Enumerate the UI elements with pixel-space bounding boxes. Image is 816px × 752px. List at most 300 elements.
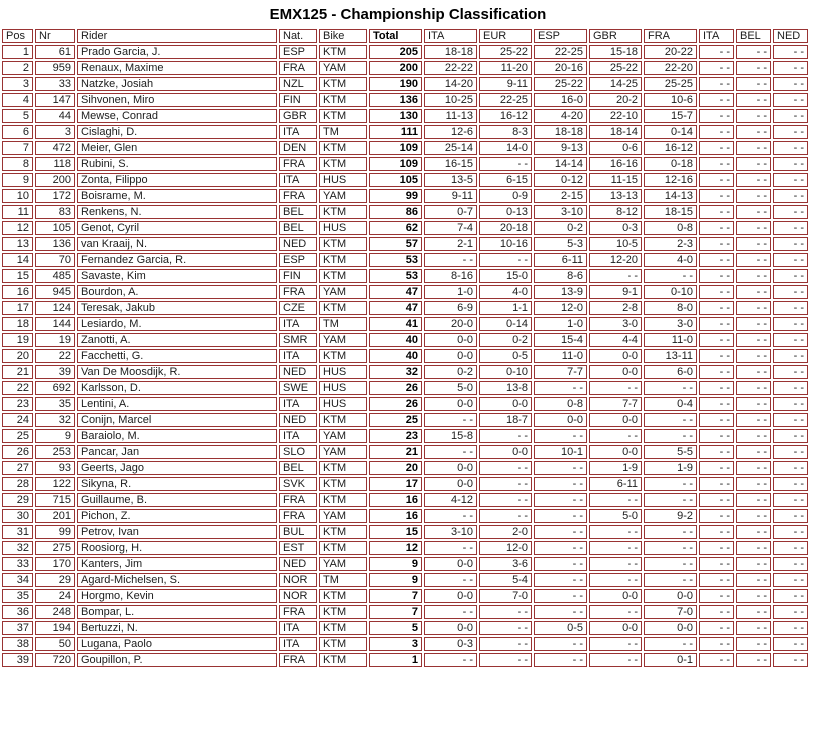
score-cell: 5-0 (589, 509, 642, 523)
pos-cell: 31 (2, 525, 33, 539)
total-cell: 26 (369, 381, 422, 395)
score-cell: - - (699, 365, 734, 379)
score-cell: - - (534, 541, 587, 555)
score-cell: 0-0 (589, 445, 642, 459)
nat-cell: SMR (279, 333, 317, 347)
nr-cell: 99 (35, 525, 75, 539)
rider-cell: Rubini, S. (77, 157, 277, 171)
score-cell: - - (479, 429, 532, 443)
score-cell: - - (424, 653, 477, 667)
nat-cell: BUL (279, 525, 317, 539)
pos-cell: 38 (2, 637, 33, 651)
score-cell: - - (699, 125, 734, 139)
score-cell: - - (589, 541, 642, 555)
score-cell: - - (773, 285, 808, 299)
table-row (2, 541, 808, 555)
score-cell: 9-2 (644, 509, 697, 523)
pos-cell: 22 (2, 381, 33, 395)
score-cell: - - (773, 477, 808, 491)
score-cell: - - (699, 637, 734, 651)
table-row (2, 509, 808, 523)
table-row (2, 493, 808, 507)
score-cell: - - (644, 525, 697, 539)
rider-cell: Sihvonen, Miro (77, 93, 277, 107)
score-cell: - - (699, 221, 734, 235)
total-cell: 99 (369, 189, 422, 203)
nat-cell: BEL (279, 221, 317, 235)
total-cell: 105 (369, 173, 422, 187)
score-cell: 4-12 (424, 493, 477, 507)
score-cell: 22-25 (534, 45, 587, 59)
score-cell: - - (699, 205, 734, 219)
pos-cell: 15 (2, 269, 33, 283)
score-cell: 4-0 (479, 285, 532, 299)
score-cell: - - (773, 93, 808, 107)
nr-cell: 275 (35, 541, 75, 555)
pos-cell: 2 (2, 61, 33, 75)
pos-cell: 23 (2, 397, 33, 411)
score-cell: - - (699, 461, 734, 475)
score-cell: 16-12 (479, 109, 532, 123)
bike-cell: KTM (319, 461, 367, 475)
score-cell: - - (773, 237, 808, 251)
total-cell: 109 (369, 157, 422, 171)
score-cell: - - (699, 509, 734, 523)
score-cell: - - (773, 317, 808, 331)
score-cell: - - (699, 141, 734, 155)
score-cell: - - (424, 541, 477, 555)
column-header-race-ita: ITA (424, 29, 477, 43)
table-row (2, 413, 808, 427)
score-cell: 3-10 (424, 525, 477, 539)
nat-cell: ITA (279, 317, 317, 331)
score-cell: 0-0 (479, 397, 532, 411)
table-row (2, 525, 808, 539)
score-cell: 0-8 (644, 221, 697, 235)
nr-cell: 33 (35, 77, 75, 91)
score-cell: - - (589, 573, 642, 587)
nr-cell: 9 (35, 429, 75, 443)
score-cell: - - (736, 653, 771, 667)
score-cell: - - (699, 173, 734, 187)
score-cell: 20-22 (644, 45, 697, 59)
rider-cell: Bertuzzi, N. (77, 621, 277, 635)
score-cell: - - (589, 429, 642, 443)
score-cell: - - (699, 413, 734, 427)
score-cell: - - (736, 125, 771, 139)
nat-cell: NED (279, 237, 317, 251)
nat-cell: ITA (279, 125, 317, 139)
score-cell: - - (479, 637, 532, 651)
pos-cell: 17 (2, 301, 33, 315)
score-cell: - - (699, 285, 734, 299)
nat-cell: ITA (279, 397, 317, 411)
nr-cell: 29 (35, 573, 75, 587)
bike-cell: KTM (319, 269, 367, 283)
bike-cell: YAM (319, 61, 367, 75)
total-cell: 205 (369, 45, 422, 59)
score-cell: 0-0 (589, 589, 642, 603)
score-cell: - - (736, 477, 771, 491)
score-cell: 22-20 (644, 61, 697, 75)
score-cell: 14-20 (424, 77, 477, 91)
nat-cell: FIN (279, 269, 317, 283)
score-cell: - - (479, 157, 532, 171)
score-cell: - - (699, 349, 734, 363)
rider-cell: Fernandez Garcia, R. (77, 253, 277, 267)
bike-cell: YAM (319, 509, 367, 523)
pos-cell: 12 (2, 221, 33, 235)
score-cell: - - (773, 45, 808, 59)
nr-cell: 70 (35, 253, 75, 267)
total-cell: 5 (369, 621, 422, 635)
score-cell: 14-14 (534, 157, 587, 171)
total-cell: 136 (369, 93, 422, 107)
score-cell: 8-12 (589, 205, 642, 219)
pos-cell: 27 (2, 461, 33, 475)
pos-cell: 36 (2, 605, 33, 619)
total-cell: 86 (369, 205, 422, 219)
score-cell: 12-0 (479, 541, 532, 555)
bike-cell: KTM (319, 141, 367, 155)
score-cell: 8-0 (644, 301, 697, 315)
rider-cell: Lesiardo, M. (77, 317, 277, 331)
rider-cell: Guillaume, B. (77, 493, 277, 507)
score-cell: 20-2 (589, 93, 642, 107)
total-cell: 57 (369, 237, 422, 251)
total-cell: 190 (369, 77, 422, 91)
score-cell: 0-0 (424, 621, 477, 635)
score-cell: - - (736, 621, 771, 635)
score-cell: - - (534, 589, 587, 603)
score-cell: 25-22 (534, 77, 587, 91)
score-cell: - - (424, 573, 477, 587)
score-cell: 7-0 (644, 605, 697, 619)
bike-cell: KTM (319, 157, 367, 171)
score-cell: - - (699, 77, 734, 91)
score-cell: - - (773, 589, 808, 603)
score-cell: 16-16 (589, 157, 642, 171)
pos-cell: 10 (2, 189, 33, 203)
score-cell: - - (699, 269, 734, 283)
score-cell: 0-18 (644, 157, 697, 171)
score-cell: 0-0 (534, 413, 587, 427)
table-row (2, 125, 808, 139)
score-cell: - - (479, 477, 532, 491)
nr-cell: 105 (35, 221, 75, 235)
rider-cell: Zonta, Filippo (77, 173, 277, 187)
score-cell: - - (773, 557, 808, 571)
rider-cell: Karlsson, D. (77, 381, 277, 395)
score-cell: - - (699, 45, 734, 59)
total-cell: 20 (369, 461, 422, 475)
score-cell: - - (736, 109, 771, 123)
score-cell: 8-3 (479, 125, 532, 139)
score-cell: 25-22 (589, 61, 642, 75)
column-header-nr: Nr (35, 29, 75, 43)
score-cell: 0-10 (644, 285, 697, 299)
pos-cell: 25 (2, 429, 33, 443)
bike-cell: KTM (319, 45, 367, 59)
rider-cell: Geerts, Jago (77, 461, 277, 475)
table-row (2, 573, 808, 587)
score-cell: 0-0 (589, 365, 642, 379)
score-cell: 2-0 (479, 525, 532, 539)
column-header-pos: Pos (2, 29, 33, 43)
total-cell: 26 (369, 397, 422, 411)
score-cell: - - (773, 381, 808, 395)
score-cell: 18-14 (589, 125, 642, 139)
score-cell: 0-8 (534, 397, 587, 411)
score-cell: - - (736, 413, 771, 427)
score-cell: 0-1 (644, 653, 697, 667)
column-header-race-eur: EUR (479, 29, 532, 43)
score-cell: 12-6 (424, 125, 477, 139)
score-cell: 0-5 (479, 349, 532, 363)
score-cell: - - (736, 605, 771, 619)
score-cell: - - (699, 381, 734, 395)
total-cell: 7 (369, 605, 422, 619)
nat-cell: ESP (279, 45, 317, 59)
score-cell: 10-1 (534, 445, 587, 459)
bike-cell: KTM (319, 205, 367, 219)
score-cell: - - (736, 509, 771, 523)
score-cell: 14-25 (589, 77, 642, 91)
score-cell: 5-3 (534, 237, 587, 251)
score-cell: - - (699, 589, 734, 603)
score-cell: 0-0 (589, 413, 642, 427)
nr-cell: 692 (35, 381, 75, 395)
nat-cell: FRA (279, 61, 317, 75)
score-cell: - - (479, 653, 532, 667)
rider-cell: Lentini, A. (77, 397, 277, 411)
score-cell: - - (736, 93, 771, 107)
score-cell: 7-4 (424, 221, 477, 235)
score-cell: 9-11 (424, 189, 477, 203)
score-cell: 0-0 (589, 621, 642, 635)
score-cell: - - (736, 301, 771, 315)
score-cell: - - (534, 461, 587, 475)
nr-cell: 44 (35, 109, 75, 123)
rider-cell: Lugana, Paolo (77, 637, 277, 651)
total-cell: 200 (369, 61, 422, 75)
score-cell: - - (424, 605, 477, 619)
rider-cell: Savaste, Kim (77, 269, 277, 283)
score-cell: 14-13 (644, 189, 697, 203)
score-cell: - - (699, 237, 734, 251)
column-header-race-fra: FRA (644, 29, 697, 43)
nat-cell: FRA (279, 157, 317, 171)
bike-cell: TM (319, 125, 367, 139)
pos-cell: 11 (2, 205, 33, 219)
score-cell: 0-2 (424, 365, 477, 379)
nr-cell: 720 (35, 653, 75, 667)
score-cell: - - (736, 141, 771, 155)
score-cell: - - (773, 605, 808, 619)
pos-cell: 16 (2, 285, 33, 299)
score-cell: 16-0 (534, 93, 587, 107)
total-cell: 7 (369, 589, 422, 603)
score-cell: - - (736, 461, 771, 475)
rider-cell: Petrov, Ivan (77, 525, 277, 539)
nat-cell: FRA (279, 189, 317, 203)
score-cell: - - (773, 573, 808, 587)
score-cell: 9-1 (589, 285, 642, 299)
score-cell: - - (589, 605, 642, 619)
score-cell: 15-18 (589, 45, 642, 59)
score-cell: 0-9 (479, 189, 532, 203)
score-cell: 20-0 (424, 317, 477, 331)
score-cell: - - (644, 413, 697, 427)
score-cell: - - (424, 253, 477, 267)
pos-cell: 33 (2, 557, 33, 571)
nr-cell: 172 (35, 189, 75, 203)
column-header-nat: Nat. (279, 29, 317, 43)
nat-cell: NOR (279, 573, 317, 587)
pos-cell: 4 (2, 93, 33, 107)
nat-cell: FRA (279, 285, 317, 299)
bike-cell: YAM (319, 189, 367, 203)
score-cell: - - (534, 573, 587, 587)
rider-cell: Conijn, Marcel (77, 413, 277, 427)
score-cell: 20-16 (534, 61, 587, 75)
table-row (2, 301, 808, 315)
rider-cell: Cislaghi, D. (77, 125, 277, 139)
table-row (2, 173, 808, 187)
column-header-race-ned: NED (773, 29, 808, 43)
total-cell: 1 (369, 653, 422, 667)
pos-cell: 37 (2, 621, 33, 635)
score-cell: 6-9 (424, 301, 477, 315)
score-cell: - - (589, 525, 642, 539)
score-cell: - - (699, 61, 734, 75)
score-cell: - - (699, 317, 734, 331)
score-cell: - - (736, 573, 771, 587)
score-cell: 10-6 (644, 93, 697, 107)
column-header-race-gbr: GBR (589, 29, 642, 43)
bike-cell: KTM (319, 477, 367, 491)
table-row (2, 397, 808, 411)
score-cell: - - (699, 157, 734, 171)
pos-cell: 5 (2, 109, 33, 123)
pos-cell: 29 (2, 493, 33, 507)
score-cell: 1-9 (644, 461, 697, 475)
rider-cell: Mewse, Conrad (77, 109, 277, 123)
score-cell: - - (644, 637, 697, 651)
score-cell: - - (736, 237, 771, 251)
bike-cell: KTM (319, 621, 367, 635)
table-row (2, 157, 808, 171)
rider-cell: van Kraaij, N. (77, 237, 277, 251)
score-cell: 13-13 (589, 189, 642, 203)
score-cell: 4-20 (534, 109, 587, 123)
pos-cell: 34 (2, 573, 33, 587)
score-cell: 25-25 (644, 77, 697, 91)
score-cell: - - (699, 573, 734, 587)
total-cell: 9 (369, 573, 422, 587)
score-cell: - - (424, 413, 477, 427)
bike-cell: KTM (319, 109, 367, 123)
rider-cell: Teresak, Jakub (77, 301, 277, 315)
score-cell: 15-0 (479, 269, 532, 283)
score-cell: 9-13 (534, 141, 587, 155)
score-cell: 8-6 (534, 269, 587, 283)
rider-cell: Natzke, Josiah (77, 77, 277, 91)
score-cell: 0-3 (589, 221, 642, 235)
score-cell: - - (534, 637, 587, 651)
score-cell: - - (699, 397, 734, 411)
score-cell: - - (699, 333, 734, 347)
score-cell: 12-0 (534, 301, 587, 315)
score-cell: 11-15 (589, 173, 642, 187)
score-cell: 25-22 (479, 45, 532, 59)
pos-cell: 3 (2, 77, 33, 91)
nr-cell: 122 (35, 477, 75, 491)
score-cell: - - (736, 429, 771, 443)
score-cell: 0-0 (644, 589, 697, 603)
pos-cell: 32 (2, 541, 33, 555)
bike-cell: KTM (319, 541, 367, 555)
score-cell: - - (644, 477, 697, 491)
total-cell: 47 (369, 285, 422, 299)
bike-cell: HUS (319, 173, 367, 187)
table-row (2, 237, 808, 251)
score-cell: 5-5 (644, 445, 697, 459)
nat-cell: SLO (279, 445, 317, 459)
total-cell: 17 (369, 477, 422, 491)
nr-cell: 83 (35, 205, 75, 219)
score-cell: - - (736, 493, 771, 507)
bike-cell: HUS (319, 381, 367, 395)
score-cell: 0-14 (644, 125, 697, 139)
score-cell: - - (736, 557, 771, 571)
nat-cell: GBR (279, 109, 317, 123)
score-cell: - - (699, 301, 734, 315)
nat-cell: NZL (279, 77, 317, 91)
score-cell: - - (773, 253, 808, 267)
score-cell: 4-4 (589, 333, 642, 347)
score-cell: - - (736, 205, 771, 219)
score-cell: - - (534, 477, 587, 491)
pos-cell: 20 (2, 349, 33, 363)
bike-cell: KTM (319, 253, 367, 267)
score-cell: - - (479, 253, 532, 267)
score-cell: 2-15 (534, 189, 587, 203)
score-cell: - - (736, 541, 771, 555)
pos-cell: 28 (2, 477, 33, 491)
score-cell: - - (773, 397, 808, 411)
score-cell: - - (424, 445, 477, 459)
bike-cell: KTM (319, 237, 367, 251)
score-cell: 1-0 (424, 285, 477, 299)
score-cell: 15-8 (424, 429, 477, 443)
score-cell: 13-5 (424, 173, 477, 187)
nr-cell: 3 (35, 125, 75, 139)
score-cell: 12-16 (644, 173, 697, 187)
score-cell: 0-0 (424, 557, 477, 571)
rider-cell: Facchetti, G. (77, 349, 277, 363)
score-cell: - - (736, 77, 771, 91)
score-cell: - - (773, 125, 808, 139)
score-cell: 3-6 (479, 557, 532, 571)
pos-cell: 1 (2, 45, 33, 59)
score-cell: 7-0 (479, 589, 532, 603)
rider-cell: Prado Garcia, J. (77, 45, 277, 59)
score-cell: - - (773, 173, 808, 187)
score-cell: - - (773, 141, 808, 155)
score-cell: 13-11 (644, 349, 697, 363)
score-cell: 0-7 (424, 205, 477, 219)
